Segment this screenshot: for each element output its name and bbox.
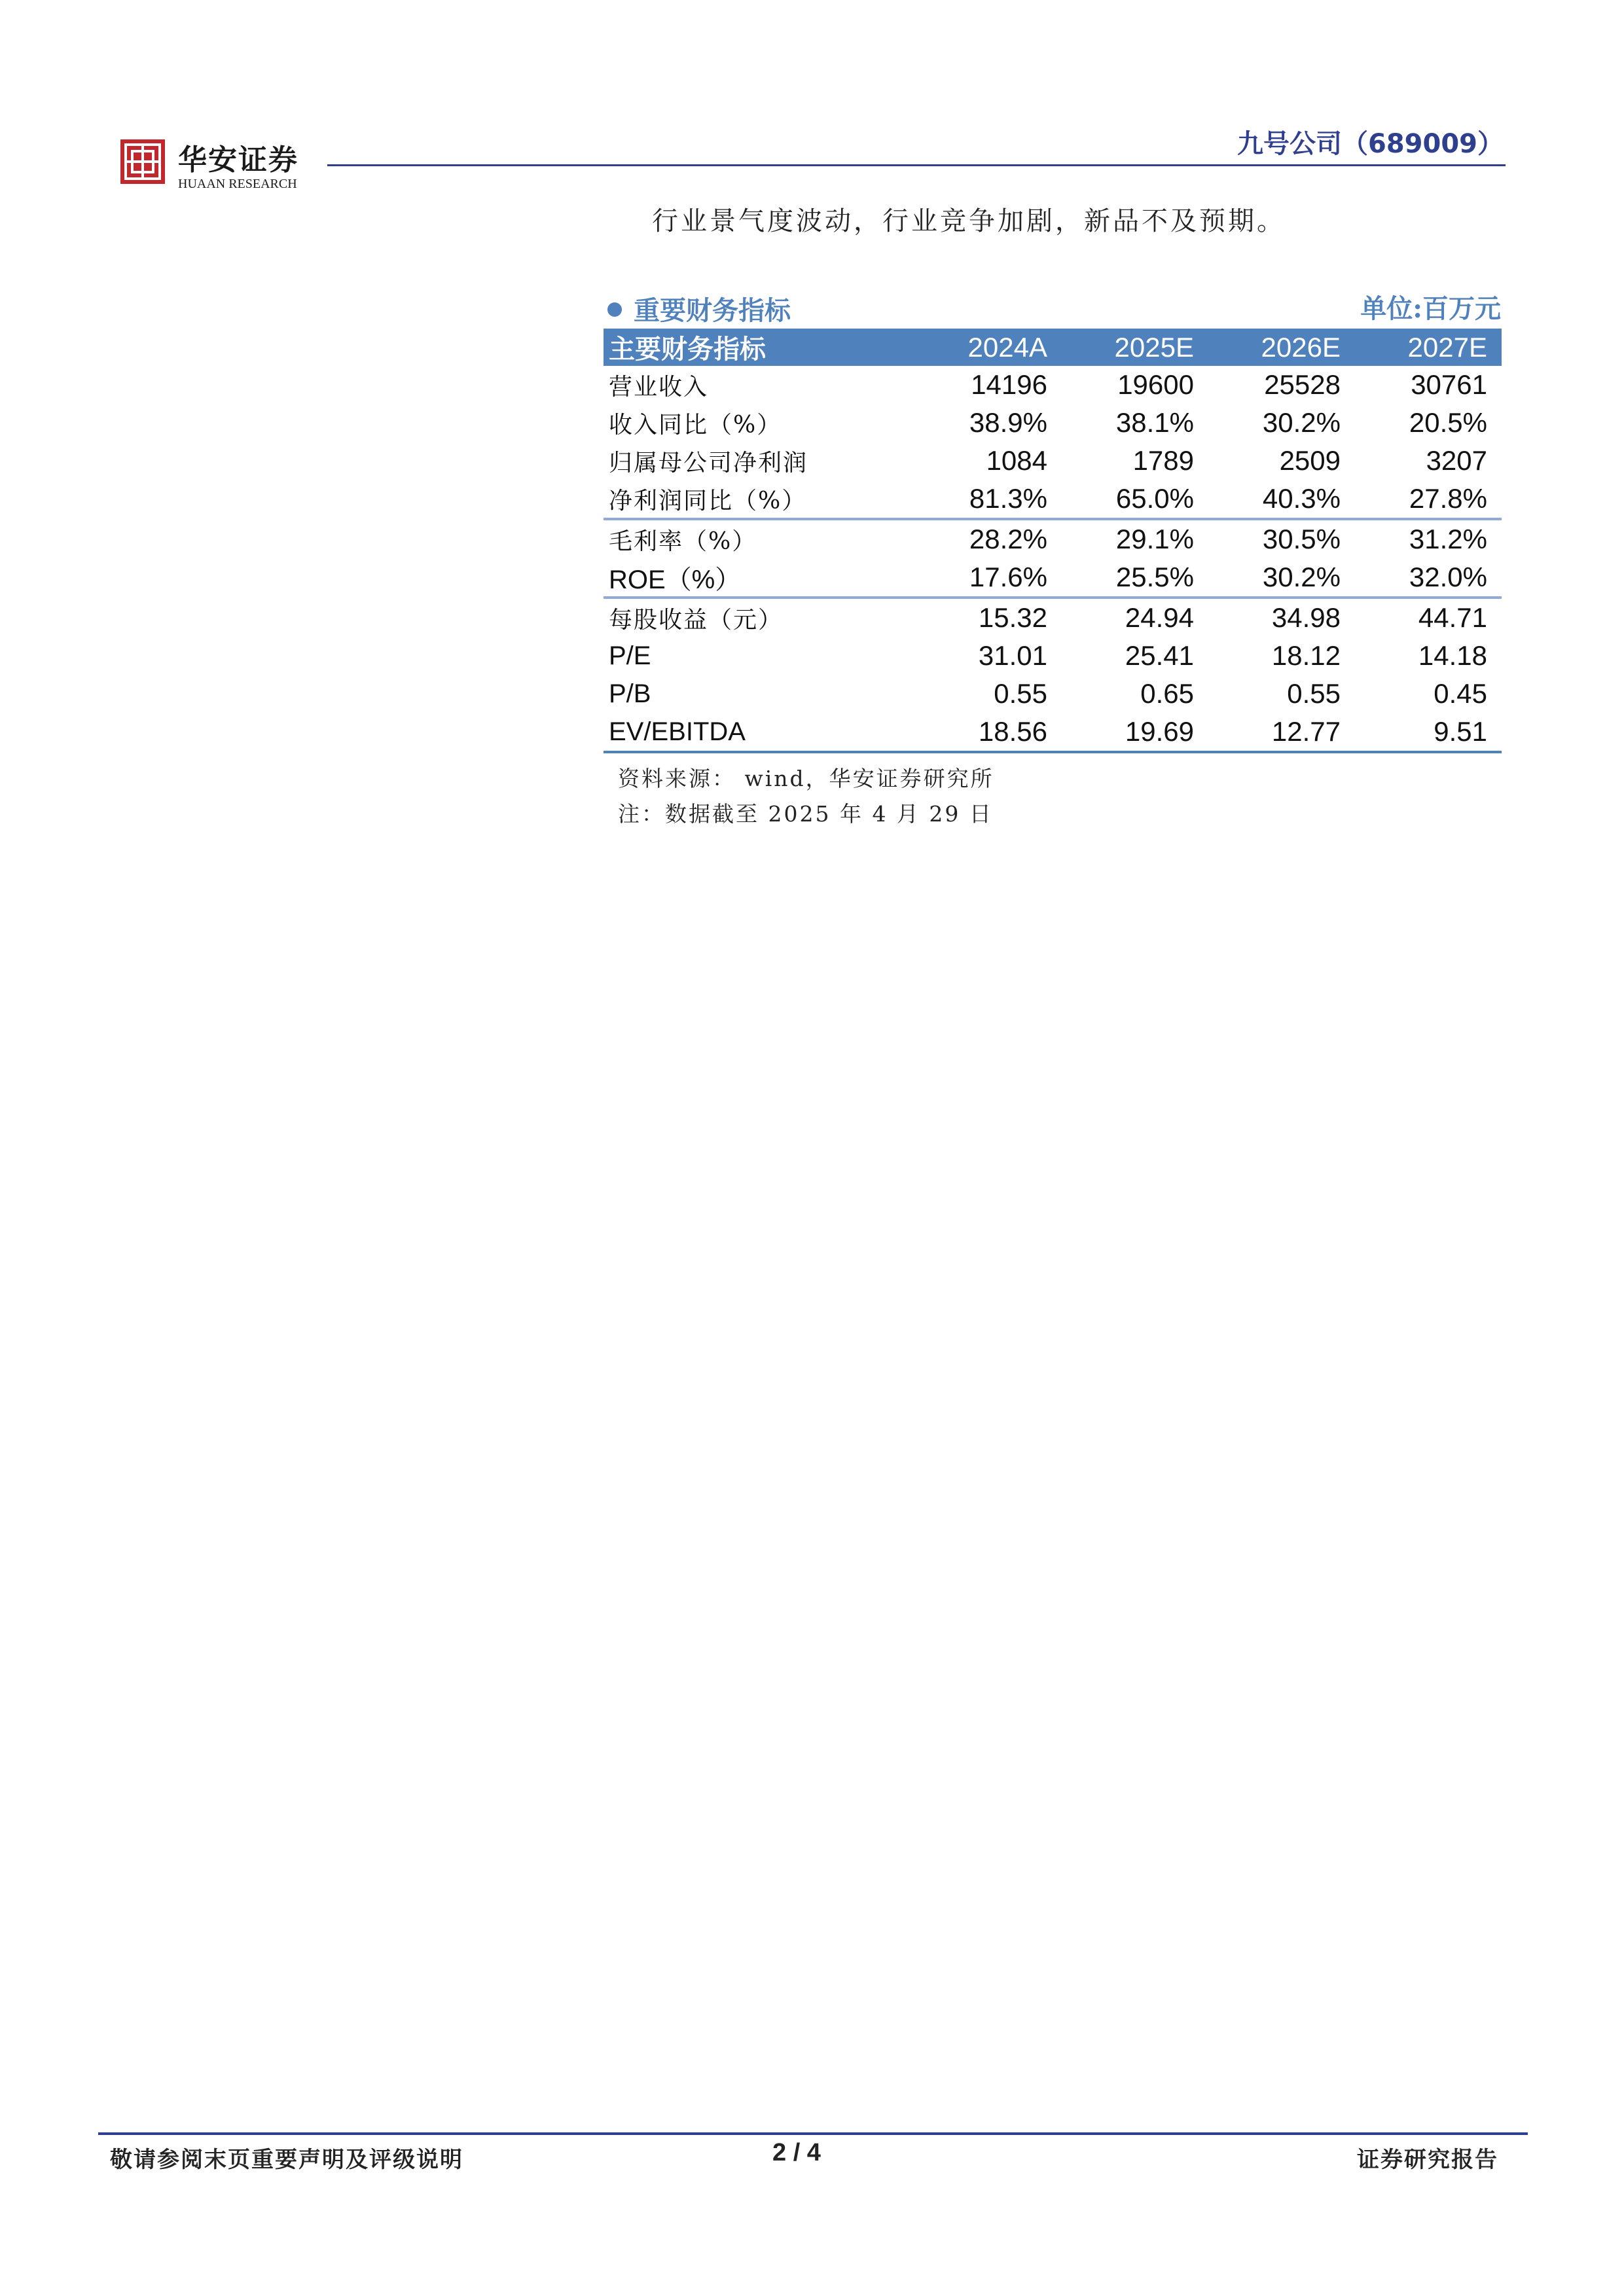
table-cell: 24.94 [1062,598,1208,637]
table-cell: 81.3% [969,483,1047,514]
table-cell: 38.1% [1115,407,1194,438]
bullet-icon [607,302,622,317]
table-row [604,480,1502,519]
section-title [607,290,791,327]
table-cell: 30.2% [1262,407,1341,438]
page-number: 2 / 4 [772,2139,821,2166]
table-cell: 18.12 [1271,640,1341,671]
table-row [604,519,1502,558]
table-cell: 31.01 [978,640,1047,671]
table-cell: 30.2% [1262,562,1341,592]
huaan-logo-icon [120,139,165,184]
table-cell: 30.5% [1208,519,1355,558]
table-cell: 0.55 [994,678,1047,709]
column-header: 2024A [915,329,1062,366]
table-cell: 40.3% [1262,483,1341,514]
footer-report-type: 证券研究报告 [1357,2147,1498,2173]
footer-divider [98,2132,1528,2135]
table-cell: 12.77 [1208,713,1355,752]
column-header: 2027E [1355,329,1502,366]
table-cell: 27.8% [1409,483,1487,514]
table-cell: 14196 [971,369,1047,400]
table-row [604,404,1502,442]
row-label: 收入同比（%） [609,411,782,439]
table-row [604,713,1502,752]
company-title: 九号公司（689009） [1237,129,1504,159]
unit-label: 单位:百万元 [1360,293,1501,324]
table-cell: 0.65 [1140,678,1194,709]
table-cell: 25.5% [1115,562,1194,592]
financial-table [604,329,1502,753]
table-cell: 30761 [1411,369,1487,400]
table-row [604,558,1502,598]
table-cell: 34.98 [1208,598,1355,637]
footer-disclaimer: 敬请参阅末页重要声明及评级说明 [110,2147,463,2173]
table-cell: 65.0% [1115,483,1194,514]
row-label: 归属母公司净利润 [609,449,808,476]
table-row [604,675,1502,713]
section-title-text: 重要财务指标 [634,295,791,326]
row-label: P/E [609,641,651,670]
table-cell: 0.45 [1434,678,1487,709]
column-header: 2026E [1208,329,1355,366]
table-row [604,598,1502,637]
column-header: 2025E [1062,329,1208,366]
table-row [604,442,1502,480]
column-header: 主要财务指标 [604,329,915,366]
table-cell: 38.9% [969,407,1047,438]
row-label: 营业收入 [609,373,709,401]
table-cell: 28.2% [915,519,1062,558]
source-note: 资料来源： wind，华安证券研究所 [618,766,994,791]
row-label: 毛利率（%） [604,519,915,558]
row-label: ROE（%） [609,565,742,594]
table-row [604,637,1502,675]
logo-english-text: HUAAN RESEARCH [178,177,297,191]
table-cell: 1789 [1132,445,1194,476]
table-cell: 18.56 [915,713,1062,752]
table-cell: 1084 [986,445,1047,476]
table-cell: 25.41 [1125,640,1194,671]
risk-warning-text: 行业景气度波动，行业竞争加剧，新品不及预期。 [652,206,1286,236]
table-row [604,366,1502,404]
row-label: P/B [609,679,651,708]
table-cell: 2509 [1279,445,1341,476]
date-note: 注：数据截至 2025 年 4 月 29 日 [618,801,993,827]
table-header-row [604,329,1502,366]
table-cell: 17.6% [969,562,1047,592]
table-cell: 3207 [1426,445,1487,476]
header-divider [327,164,1506,166]
row-label: EV/EBITDA [604,713,915,752]
row-label: 净利润同比（%） [609,487,807,514]
table-cell: 9.51 [1355,713,1502,752]
table-cell: 25528 [1264,369,1341,400]
table-cell: 29.1% [1062,519,1208,558]
logo-chinese-text: 华安证券 [178,143,298,177]
table-cell: 20.5% [1409,407,1487,438]
table-cell: 14.18 [1418,640,1487,671]
table-cell: 19.69 [1062,713,1208,752]
table-cell: 44.71 [1355,598,1502,637]
row-label: 每股收益（元） [604,598,915,637]
table-cell: 0.55 [1287,678,1341,709]
table-cell: 32.0% [1409,562,1487,592]
table-cell: 19600 [1117,369,1194,400]
table-cell: 15.32 [915,598,1062,637]
table-cell: 31.2% [1355,519,1502,558]
